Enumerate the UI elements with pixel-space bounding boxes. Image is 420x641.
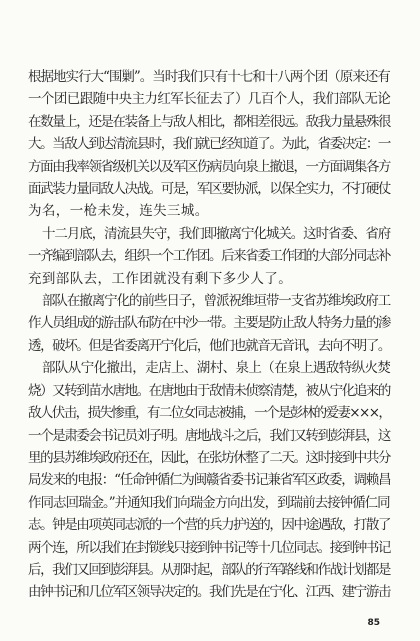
text-line: 志。钟是由项英同志派的一个营的兵力护送的，因中途遇敌，打散了 [28,517,390,534]
text-line: 面武装力量同敌人决战。可是，军区要协派，以保全实力，不打硬仗 [28,181,390,198]
text-line: 充到部队去，工作团就没有剩下多少人了。 [28,270,293,287]
text-line: 为名，一枪未发，连失三城。 [28,203,209,220]
text-line: 一个是肃委会书记员刘子明。唐地战斗之后，我们又转到彭湃县，这 [28,427,390,444]
text-line: 部队从宁化撤出，走店上、湖村、泉上（在泉上遇敌特纵火焚 [42,360,391,377]
text-line: 一齐编到部队去，组织一个工作团。后来省委工作团的大部分同志补 [28,248,390,265]
text-line: 一个团已跟随中央主力红军长征去了）几百个人，我们部队无论 [28,91,391,108]
text-line: 部队在撤离宁化的前些日子，曾派祝维垣带一支省苏维埃政府工 [42,293,391,310]
text-line: 透，破坏。但是省委离开宁化后，他们也就音无音讯，去向不明了。 [28,337,390,354]
text-line: 里的县苏维埃政府还在，因此，在张坊休整了二天。这时接到中共分 [28,449,390,466]
text-line: 根据地实行大“围剿”。当时我们只有十七和十八两个团（原来还有 [28,69,390,85]
text-line: 方面由我率领省级机关以及军区伤病员向泉上撤退，一方面调集各方 [28,158,390,175]
paragraph [28,223,390,290]
text-line: 十二月底，清流县失守，我们即撤离宁化城关。这时省委、省府 [42,225,391,242]
body-text [28,66,390,604]
text-line: 后，我们又回到彭湃县。从那时起，部队的行军路线和作战计划都是 [28,561,390,578]
text-line: 由钟书记和几位军区领导决定的。我们先是在宁化、江西、建宁游击 [28,584,390,601]
paragraph [28,357,390,603]
text-line: 敌人伏击，损失惨重，有二位女同志被捕，一个是彭林的爱妻×××， [28,405,391,422]
text-line: 作同志回瑞金。”并通知我们向瑞金方向出发，到瑞前去接钟循仁同 [28,494,390,511]
text-line: 大。当敌人到达清流县时，我们就已经知道了。为此，省委决定：一 [28,136,390,153]
text-line: 两个连，所以我们在封锁线只接到钟书记等十几位同志。接到钟书记 [28,539,390,556]
text-line: 烧）又转到苗水唐地。在唐地由于敌情未侦察清楚，被从宁化追来的 [28,382,390,399]
paragraph [28,290,390,357]
text-line: 作人员组成的游击队布防在中沙一带。主要是防止敌人特务力量的渗 [28,315,390,332]
paragraph [28,66,390,223]
page-number: 85 [367,618,380,628]
text-line: 在数量上，还是在装备上与敌人相比，都相差很远。敌我力量悬殊很 [28,113,390,130]
text-line: 局发来的电报：“任命钟循仁为闽赣省委书记兼省军区政委，调赖昌 [28,472,391,489]
